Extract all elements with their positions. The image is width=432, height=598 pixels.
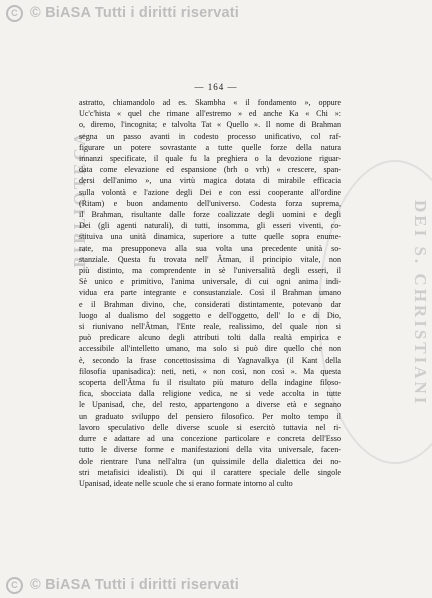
text-line: più distinto, ma comprendente in sè l'universalità degli esseri, il	[79, 266, 341, 276]
text-line: tutto le diverse forme e manifestazioni della vita universale, facen-	[79, 445, 341, 455]
copyright-icon: C	[6, 5, 23, 22]
text-line: (Ritam) e buon andamento dell'universo. Codesta forza suprema,	[79, 198, 341, 208]
text-line: Sè unico e primitivo, l'anima universale, di cui ogni anima indi-	[79, 277, 341, 287]
body-text	[79, 97, 341, 489]
text-line: o, diremo, l'incognita; e talvolta Tat « Quello ». Il nome di Brahman	[79, 120, 341, 130]
text-line: scoperta dell'Âtma fu il risultato più maturo della indagine filoso-	[79, 378, 341, 388]
text-line: il Brahman, risultante dalle forze coalizzate degli uomini e degli	[79, 210, 341, 220]
text-line: vidua era parte integrante e consustanziale. Così il Brahman umano	[79, 288, 341, 298]
text-line: rate, ma presupponeva alla sua volta una precedente unità so-	[79, 243, 341, 253]
watermark-text-bottom: © BiASA Tutti i diritti riservati	[30, 577, 240, 593]
text-line: stri metafisici idealisti). Di qui il carattere speciale delle singole	[79, 467, 341, 477]
text-line: le Upanisad, che, del resto, appartengono a diverse età e segnano	[79, 400, 341, 410]
text-line: dole rientrare l'una nell'altra (un quissimile della dialettica dei no-	[79, 456, 341, 466]
text-line: fica, sbocciata dalla religione vedica, ne si vede accolta in tutte	[79, 389, 341, 399]
text-line: figurare un potere sovrastante a tutte quelle forze della natura	[79, 142, 341, 152]
copyright-icon: C	[6, 577, 23, 594]
watermark-text-top: © BiASA Tutti i diritti riservati	[30, 5, 240, 21]
text-line: data come elevazione ed espansione (brh o vrh) « crescere, span-	[79, 165, 341, 175]
text-line: segna un passo avanti in codesto processo unificativo, col raf-	[79, 131, 341, 141]
text-line: può predicare alcuno degli attributi tolti dalla realtà empirica e	[79, 333, 341, 343]
text-line: filosofia upanisadica): neti, neti, « non così, non così ». Ma questa	[79, 366, 341, 376]
text-line: sulla volontà e l'azione degli Dei e con essi cooperante all'ordine	[79, 187, 341, 197]
watermark-banner-bottom	[0, 572, 432, 598]
text-line: dersi dell'animo », una virtù magica dotata di mirabile efficacia	[79, 176, 341, 186]
text-line: lavoro speculativo delle diverse scuole si esercitò tuttavia nel ri-	[79, 422, 341, 432]
text-line: un graduato sviluppo del pensiero filosofico. Per molto tempo il	[79, 411, 341, 421]
text-line: luogo al dualismo del soggetto e dell'oggetto, dell' Io e di Dio,	[79, 310, 341, 320]
watermark-banner-top	[0, 0, 432, 26]
text-line: stituiva una unità dinamica, superiore a tutte quelle sopra enume-	[79, 232, 341, 242]
seal-lettering: DEI S. CHRISTIANI	[411, 200, 430, 407]
text-line: Uc'c'hista « quel che rimane all'estremo » ed anche Ka « Chi »:	[79, 109, 341, 119]
text-line: stanziale. Questa fu trovata nell' Âtman, il principio vitale, non	[79, 254, 341, 264]
text-line: innanzi specificate, il quale fu la preghiera o la devozione riguar-	[79, 154, 341, 164]
text-line: accessibile all'intelletto umano, ma solo si può dire quello che non	[79, 344, 341, 354]
text-line: è, secondo la frase concettosissima di Yagnavalkya (il Kant della	[79, 355, 341, 365]
text-line: Dei (gli agenti naturali), di tutti, insomma, gli esseri viventi, co-	[79, 221, 341, 231]
text-line: Upanisad, ideate nelle scuole che si erano formate intorno al culto	[79, 478, 293, 488]
seal-lettering-left: BIBLIOTECA	[70, 130, 89, 268]
text-line: durre e adattare ad una concezione particolare e concreta dell'Esso	[79, 434, 341, 444]
page-number: — 164 —	[194, 82, 238, 92]
text-line: e il Brahman divino, che, considerati distintamente, potevano dar	[79, 299, 341, 309]
text-line: astratto, chiamandolo ad es. Skambha « il fondamento », oppure	[79, 98, 341, 107]
text-line: si riunivano nell'Âtman, l'Ente reale, realissimo, del quale non si	[79, 322, 341, 332]
